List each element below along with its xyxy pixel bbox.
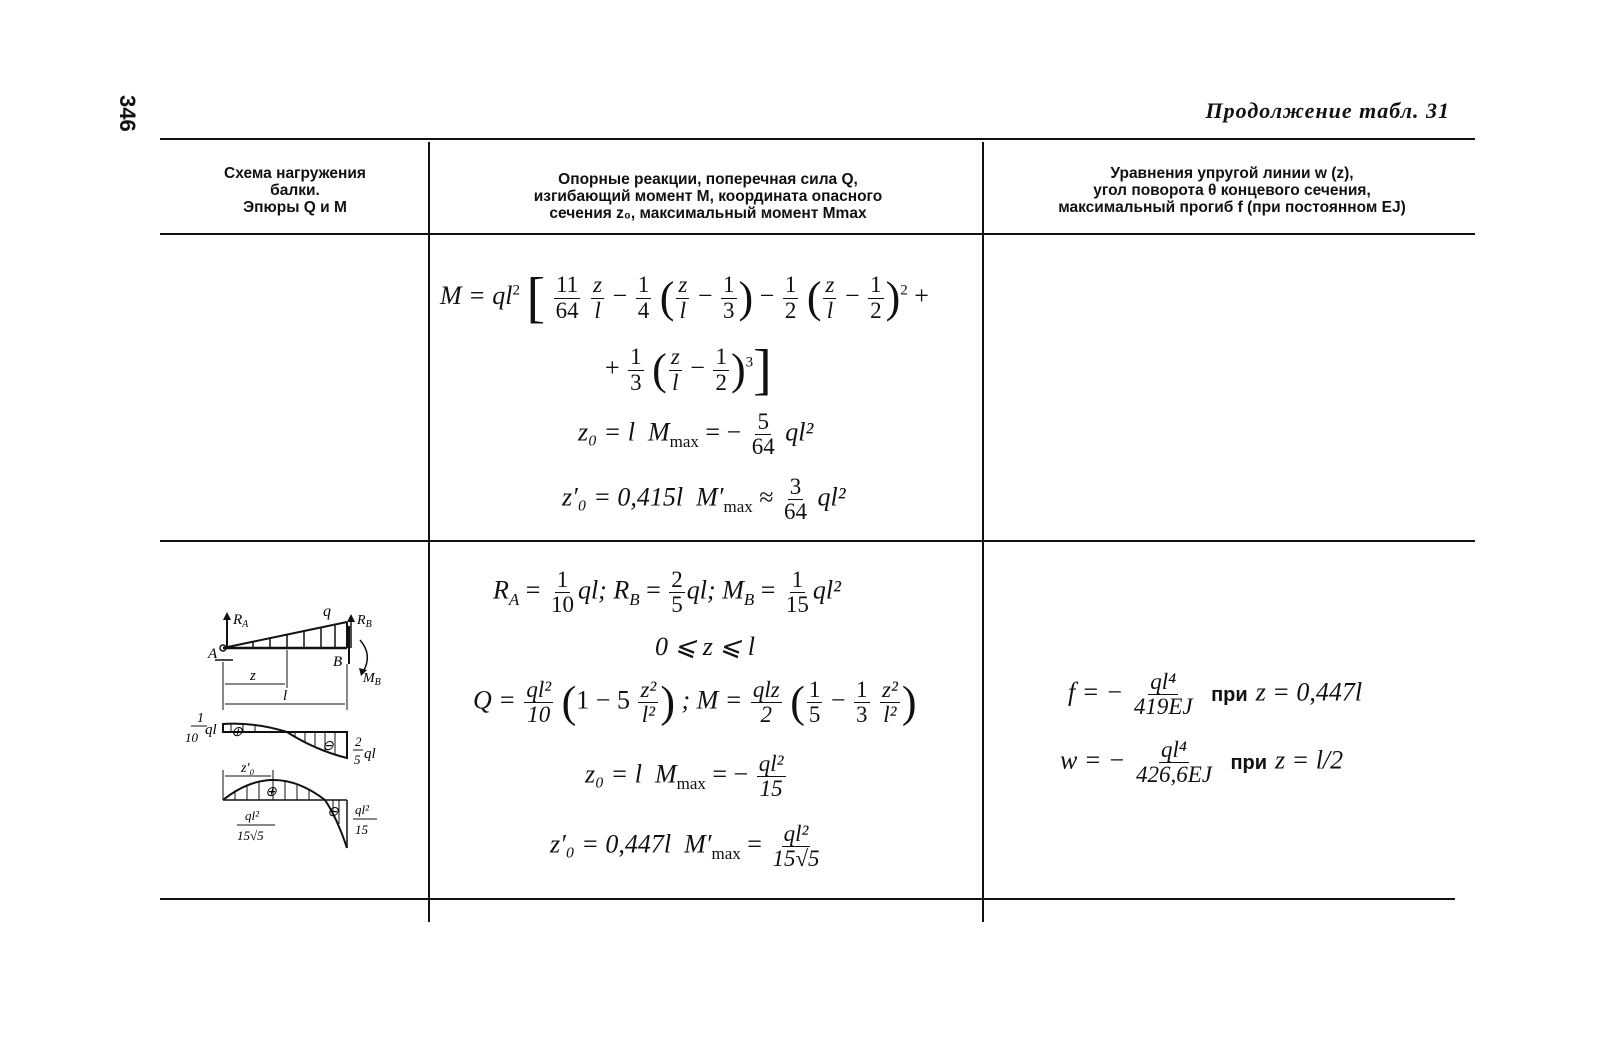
- column-divider-2: [982, 142, 984, 922]
- diagram-q-left-num: 1: [197, 711, 204, 726]
- diagram-mb-label: $M_B$: [363, 671, 381, 688]
- diagram-m-right-den: 15: [355, 822, 368, 837]
- diagram-q-right-num: 2: [355, 734, 362, 749]
- table-top-rule: [160, 138, 1475, 140]
- header-col-elastic-line: Уравнения упругой линии w (z), угол поворота θ концевого сечения, максимальный прогиб f (при постоянном EJ): [1058, 165, 1406, 216]
- table-continuation-caption: Продолжение табл. 31: [1205, 98, 1450, 123]
- diagram-q-label: q: [323, 603, 331, 620]
- diagram-m-plus: ⊕: [265, 785, 277, 800]
- diagram-z-label: z: [250, 668, 256, 684]
- header-bottom-rule: [160, 233, 1475, 235]
- diagram-ra-label: $R_A$: [233, 612, 249, 630]
- page-number: 346: [115, 95, 140, 132]
- diagram-q-right-den: 5: [354, 752, 361, 767]
- diagram-m-left-num: ql²: [245, 808, 260, 823]
- row1-z0prime-mmaxprime: z′₀ = 0,415l $M'_{max}$ ≈ $\frac{3}{64}$ ql²: [562, 474, 846, 525]
- row1-bottom-rule: [160, 540, 1475, 542]
- row1-moment-equation-line1: $M = ql^2$ [ $\frac{11}{64}$ $\frac{z}{l}$ − $\frac{1}{4}$ ( $\frac{z}{l}$ − $\frac{1}{3}$ ) − $\frac{1}{2}$ ( $\frac{z}{l}$ − $\frac{1}{2}$ )$^2$ +: [440, 267, 929, 329]
- row2-shear-moment: Q = $\frac{\text{ql²}}{10}$ (1 − 5 $\frac{\text{z²}}{\text{l²}}$ ) ; M = $\frac{\text{qlz}}{2}$ ( $\frac{1}{5}$ − $\frac{1}{3}$ $\frac{\text{z²}}{\text{l²}}$ ): [473, 677, 917, 728]
- header-col-reactions: Опорные реакции, поперечная сила Q, изгибающий момент M, координата опасного сечения z₀, максимальный момент Mmax: [533, 171, 883, 222]
- row2-z0prime-mmaxprime: z′₀ = 0,447l $M'_{max}$ = $\frac{\text{ql²}}{15√5}$: [550, 821, 820, 872]
- diagram-z0p-label: z′₀: [241, 761, 255, 776]
- diagram-m-right-num: ql²: [355, 802, 370, 817]
- diagram-rb-label: $R_B$: [357, 613, 372, 630]
- row1-moment-equation-line2: + $\frac{1}{3}$ ( $\frac{z}{l}$ − $\frac{1}{2}$ )$^3$]: [605, 339, 772, 401]
- header-col-scheme: Схема нагружения балки. Эпюры Q и M: [224, 165, 366, 216]
- diagram-q-plus: ⊕: [231, 725, 243, 740]
- diagram-q-right-ql: ql: [364, 746, 376, 762]
- row2-max-deflection: f = − $\frac{\text{ql⁴}}{419EJ}$ при z = 0,447l: [1068, 669, 1363, 720]
- row2-range: 0 ⩽ z ⩽ l: [655, 632, 755, 661]
- column-divider-1: [428, 142, 430, 922]
- diagram-b-label: B: [333, 654, 343, 670]
- row2-z0-mmax: z₀ = l $M_{max}$ = − $\frac{\text{ql²}}{15}$: [585, 751, 784, 802]
- diagram-q-left-ql: ql: [205, 722, 217, 738]
- diagram-q-minus: ⊖: [322, 739, 334, 754]
- diagram-l-label: l: [283, 688, 288, 704]
- diagram-m-left-den: 15√5: [237, 828, 264, 843]
- row2-deflection-midspan: w = − $\frac{\text{ql⁴}}{426,6EJ}$ при z = l/2: [1060, 737, 1344, 788]
- row2-bottom-rule: [160, 898, 1455, 900]
- row1-z0-mmax: z₀ = l $M_{max}$ = − $\frac{5}{64}$ ql²: [578, 409, 814, 460]
- row2-reactions: $R_A$ = $\frac{1}{10}$ ql; $R_B$ = $\frac{2}{5}$ ql; $M_B$ = $\frac{1}{15}$ ql²: [493, 567, 841, 618]
- beam-load-diagram: [175, 600, 395, 860]
- diagram-q-left-den: 10: [185, 730, 198, 745]
- diagram-m-minus: ⊖: [327, 805, 339, 820]
- diagram-a-label: A: [208, 646, 218, 662]
